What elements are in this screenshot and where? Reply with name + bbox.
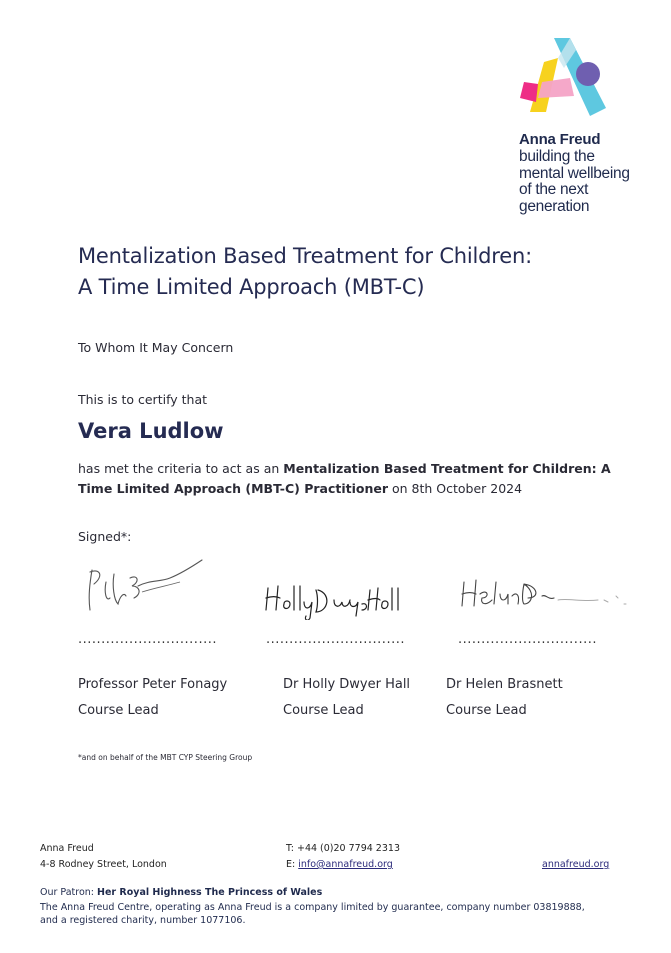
brand-tagline: building the mental wellbeing of the next generation: [519, 148, 630, 215]
helen-brasnett-signature: [458, 574, 634, 614]
recipient-name: Vera Ludlow: [78, 419, 224, 443]
brand-name: Anna Freud: [519, 131, 601, 148]
anna-freud-logo-icon: [518, 38, 610, 126]
peter-fonagy-signature: [80, 552, 210, 618]
signatory-role-2: Course Lead: [283, 703, 364, 718]
signatory-name-1: Professor Peter Fonagy: [78, 677, 228, 692]
footer-address: 4-8 Rodney Street, London: [40, 859, 167, 870]
signatory-name-3: Dr Helen Brasnett: [446, 677, 563, 692]
signature-line-1: ..............................: [78, 632, 217, 647]
practitioner-role: Mentalization Based Treatment for Children: A Time Limited Approach (MBT-C) Practitioner: [78, 461, 611, 496]
steering-group-footnote: *and on behalf of the MBT CYP Steering Group: [78, 753, 253, 762]
footer-email: E: info@annafreud.org: [286, 859, 393, 870]
signatory-name-2: Dr Holly Dwyer Hall: [283, 677, 411, 692]
email-link[interactable]: info@annafreud.org: [298, 859, 393, 870]
holly-dwyer-hall-signature: [262, 580, 404, 620]
signatory-role-1: Course Lead: [78, 703, 159, 718]
salutation: To Whom It May Concern: [78, 340, 234, 355]
criteria-statement: has met the criteria to act as an Mentalization Based Treatment for Children: A Time Limited Approach (MBT-C) Practitioner on 8th October 2024: [78, 461, 611, 496]
certify-intro: This is to certify that: [78, 392, 208, 407]
website-link[interactable]: annafreud.org: [542, 859, 610, 870]
certificate-title: Mentalization Based Treatment for Children: A Time Limited Approach (MBT-C): [78, 244, 532, 299]
signature-line-3: ..............................: [458, 632, 597, 647]
legal-notice: The Anna Freud Centre, operating as Anna Freud is a company limited by guarantee, company number 03819888, and a registered charity, number 1077106.: [40, 902, 585, 926]
footer-org-name: Anna Freud: [40, 843, 94, 854]
signatory-role-3: Course Lead: [446, 703, 527, 718]
footer-telephone: T: +44 (0)20 7794 2313: [286, 843, 400, 854]
signature-line-2: ..............................: [266, 632, 405, 647]
signed-label: Signed*:: [78, 529, 132, 544]
footer-website: [542, 857, 609, 873]
patron-line: Our Patron: Her Royal Highness The Princess of Wales: [40, 887, 323, 898]
